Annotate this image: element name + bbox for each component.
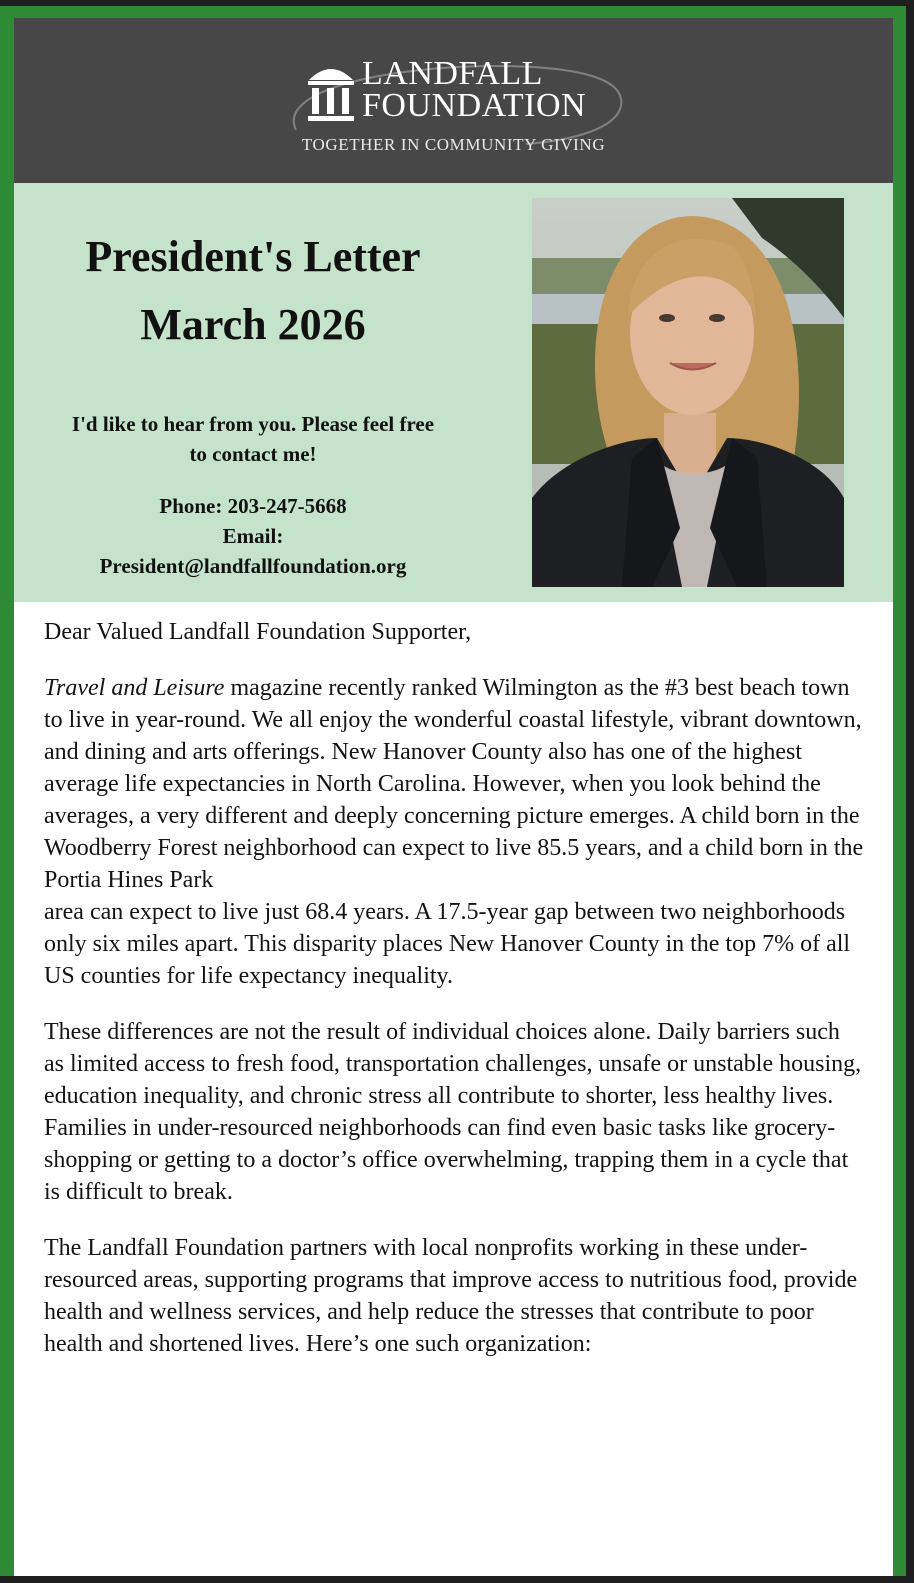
paragraph-text: area can expect to live just 68.4 years. A 17.5-year gap between two neighborhoods only six miles apart. This disparity places New Hanover County in the top 7% of all US counties for life expectancy inequality.	[44, 899, 851, 989]
paragraph-text: magazine recently ranked Wilmington as the #3 best beach town to live in year-round. We all enjoy the wonderful coastal lifestyle, vibrant downtown, and dining and arts offerings. New Hanover County also has one of the highest average life expectancies in North Carolina. However, when you look behind the averages, a very different and deeply concerning picture emerges. A child born in the Woodberry Forest neighborhood can expect to live 85.5 years, and a child born in the Portia Hines Park	[44, 675, 864, 893]
portrait-photo	[532, 198, 844, 587]
page-frame	[0, 6, 906, 1576]
letter-paragraph-2: These differences are not the result of individual choices alone. Daily barriers such as limited access to fresh food, transportation challenges, unsafe or unstable housing, education inequality, and chronic stress all contribute to shorter, less healthy lives. Families in under-resourced neighborhoods can find even basic tasks like grocery-shopping or getting to a doctor’s office overwhelming, trapping them in a cycle that is difficult to break.	[44, 1019, 862, 1205]
letter-paragraph-3: The Landfall Foundation partners with local nonprofits working in these under-resourced areas, supporting programs that improve access to nutritious food, provide health and wellness services, and help reduce the stresses that contribute to poor health and shortened lives. Here’s one such organization:	[44, 1235, 858, 1357]
contact-email-link[interactable]: President@landfallfoundation.org	[99, 554, 407, 578]
letter-paragraph-1	[44, 672, 864, 992]
title-date: March 2026	[140, 300, 366, 349]
header-banner	[14, 18, 893, 183]
logo-text-foundation: FOUNDATION	[362, 87, 587, 124]
logo-text-landfall: LANDFALL	[362, 55, 543, 92]
contact-invite-line: I'd like to hear from you. Please feel free	[71, 412, 435, 436]
contact-invite-line: to contact me!	[189, 442, 317, 466]
hero-section	[14, 183, 893, 602]
columns-building-icon	[306, 62, 356, 124]
letter-salutation: Dear Valued Landfall Foundation Supporter,	[44, 619, 472, 645]
title-line: President's Letter	[85, 232, 421, 281]
magazine-title: Travel and Leisure	[44, 675, 225, 701]
letter-body	[44, 616, 864, 1384]
page-title	[14, 223, 492, 359]
president-portrait	[532, 198, 844, 587]
newsletter-page	[14, 18, 893, 1576]
contact-block	[36, 409, 470, 581]
tagline: TOGETHER IN COMMUNITY GIVING	[301, 135, 606, 154]
contact-email-label: Email:	[222, 524, 284, 548]
contact-phone: Phone: 203-247-5668	[159, 494, 347, 518]
